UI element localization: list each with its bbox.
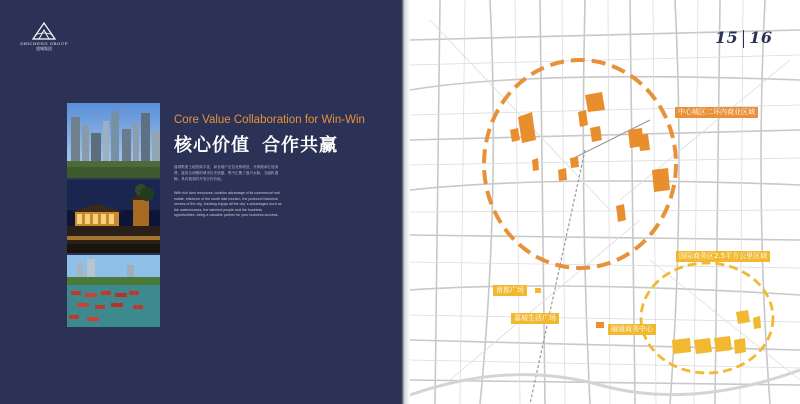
- page-number-left: 15: [715, 28, 739, 47]
- city-map: [410, 0, 800, 404]
- section-title-cn-part1: 核心价值: [174, 135, 250, 156]
- logo-mark-icon: [31, 22, 57, 40]
- label-rongtong-center: 融通商务中心: [608, 324, 656, 335]
- night-pavilion-photo: [67, 180, 160, 253]
- body-text-cn: 盛城集团土地资源丰富，商业地产定位优势明显，开辟继承打造消费，盛世合深聚的城市历史底蕴，集中汇聚了盛兴水脉，交融机遇畅，具有极高的开发合作价值。: [174, 165, 279, 181]
- body-text-en: With rich land resources, location advantage of its commercial real estate, influence of the south lake tourism, the profound historical senses of the city, Jiaxiang enjoys all the city' s advantages such as the watercourses, the talented people and the business opportunities, being a valuable partner for your business success.: [174, 191, 282, 218]
- page-numbers: [715, 28, 773, 48]
- brand-name-en: SHICHENG GROUP: [20, 41, 68, 46]
- page-number-separator: [743, 30, 744, 48]
- section-title-cn-part2: 合作共赢: [262, 135, 338, 156]
- page-number-right: 16: [749, 28, 773, 47]
- label-inner-ring-zone: 中心城区二环内商业区域: [675, 107, 758, 118]
- label-jiacheng-plaza: 嘉城生活广场: [511, 313, 559, 324]
- right-page: [410, 0, 800, 404]
- brand-logo: [20, 22, 68, 52]
- page-gutter: [401, 0, 410, 404]
- label-nandu-plaza: 南都广场: [493, 285, 527, 296]
- brand-name-cn: 盛城集团: [36, 46, 52, 51]
- section-title-cn: [174, 131, 338, 157]
- lake-boats-photo: [67, 255, 160, 327]
- label-intl-business-zone: 国际商务区2.5平方公里区域: [676, 251, 770, 262]
- section-title-en: Core Value Collaboration for Win-Win: [174, 114, 365, 126]
- city-skyline-photo: [67, 103, 160, 178]
